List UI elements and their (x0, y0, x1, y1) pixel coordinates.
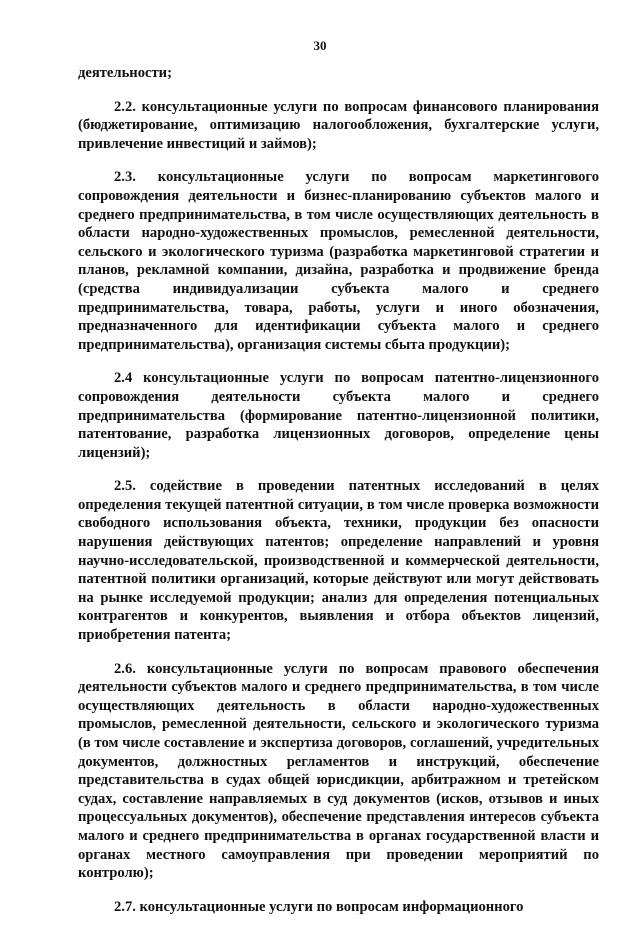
paragraph-2-3: 2.3. консультационные услуги по вопросам маркетингового сопровождения деятельности и бизнес-планированию субъектов малого и среднего предпринимательства, в том числе осуществляющих деятельность в области народно-художественных промыслов, ремесленной деятельности, сельского и экологического туризма (разработка маркетинговой стратегии и планов, рекламной компании, дизайна, разработка и продвижение бренда (средства индивидуализации субъекта малого и среднего предпринимательства, товара, работы, услуги и иного обозначения, предназначенного для идентификации субъекта малого и среднего предпринимательства), организация системы сбыта продукции); (78, 169, 599, 353)
document-body (78, 64, 599, 931)
paragraph-2-7: 2.7. консультационные услуги по вопросам информационного (114, 898, 524, 915)
paragraph-continuation: деятельности; (78, 65, 172, 81)
paragraph-2-5: 2.5. содействие в проведении патентных исследований в целях определения текущей патентной ситуации, в том числе проверка возможности свободного использования объекта, техники, продукции без опасности нарушения действующих патентов; определение направлений и уровня научно-исследовательской, производственной и коммерческой деятельности, патентной политики организаций, которые действуют или могут действовать на рынке исследуемой продукции; анализ для определения потенциальных контрагентов и конкурентов, выявления и отбора объектов лицензий, приобретения патента; (78, 478, 599, 644)
paragraph-2-4: 2.4 консультационные услуги по вопросам патентно-лицензионного сопровождения деятельности субъекта малого и среднего предпринимательства (формирование патентно-лицензионной политики, патентование, разработка лицензионных договоров, определение цены лицензий); (78, 370, 599, 461)
paragraph-2-2: 2.2. консультационные услуги по вопросам финансового планирования (бюджетирование, оптимизацию налогообложения, бухгалтерские услуги, привлечение инвестиций и займов); (78, 98, 599, 152)
page-number: 30 (313, 38, 327, 53)
paragraph-2-6: 2.6. консультационные услуги по вопросам правового обеспечения деятельности субъектов малого и среднего предпринимательства, в том числе осуществляющих деятельность в области народно-художественных промыслов, ремесленной деятельности, сельского и экологического туризма (в том числе составление и экспертиза договоров, соглашений, учредительных документов, должностных регламентов и инструкций, обеспечение представительства в судах общей юрисдикции, арбитражном и третейском судах, составление направляемых в суд документов (исков, отзывов и иных процессуальных документов), обеспечение представления интересов субъекта малого и среднего предпринимательства в органах государственной власти и органах местного самоуправления при проведении мероприятий по контролю); (78, 660, 599, 882)
